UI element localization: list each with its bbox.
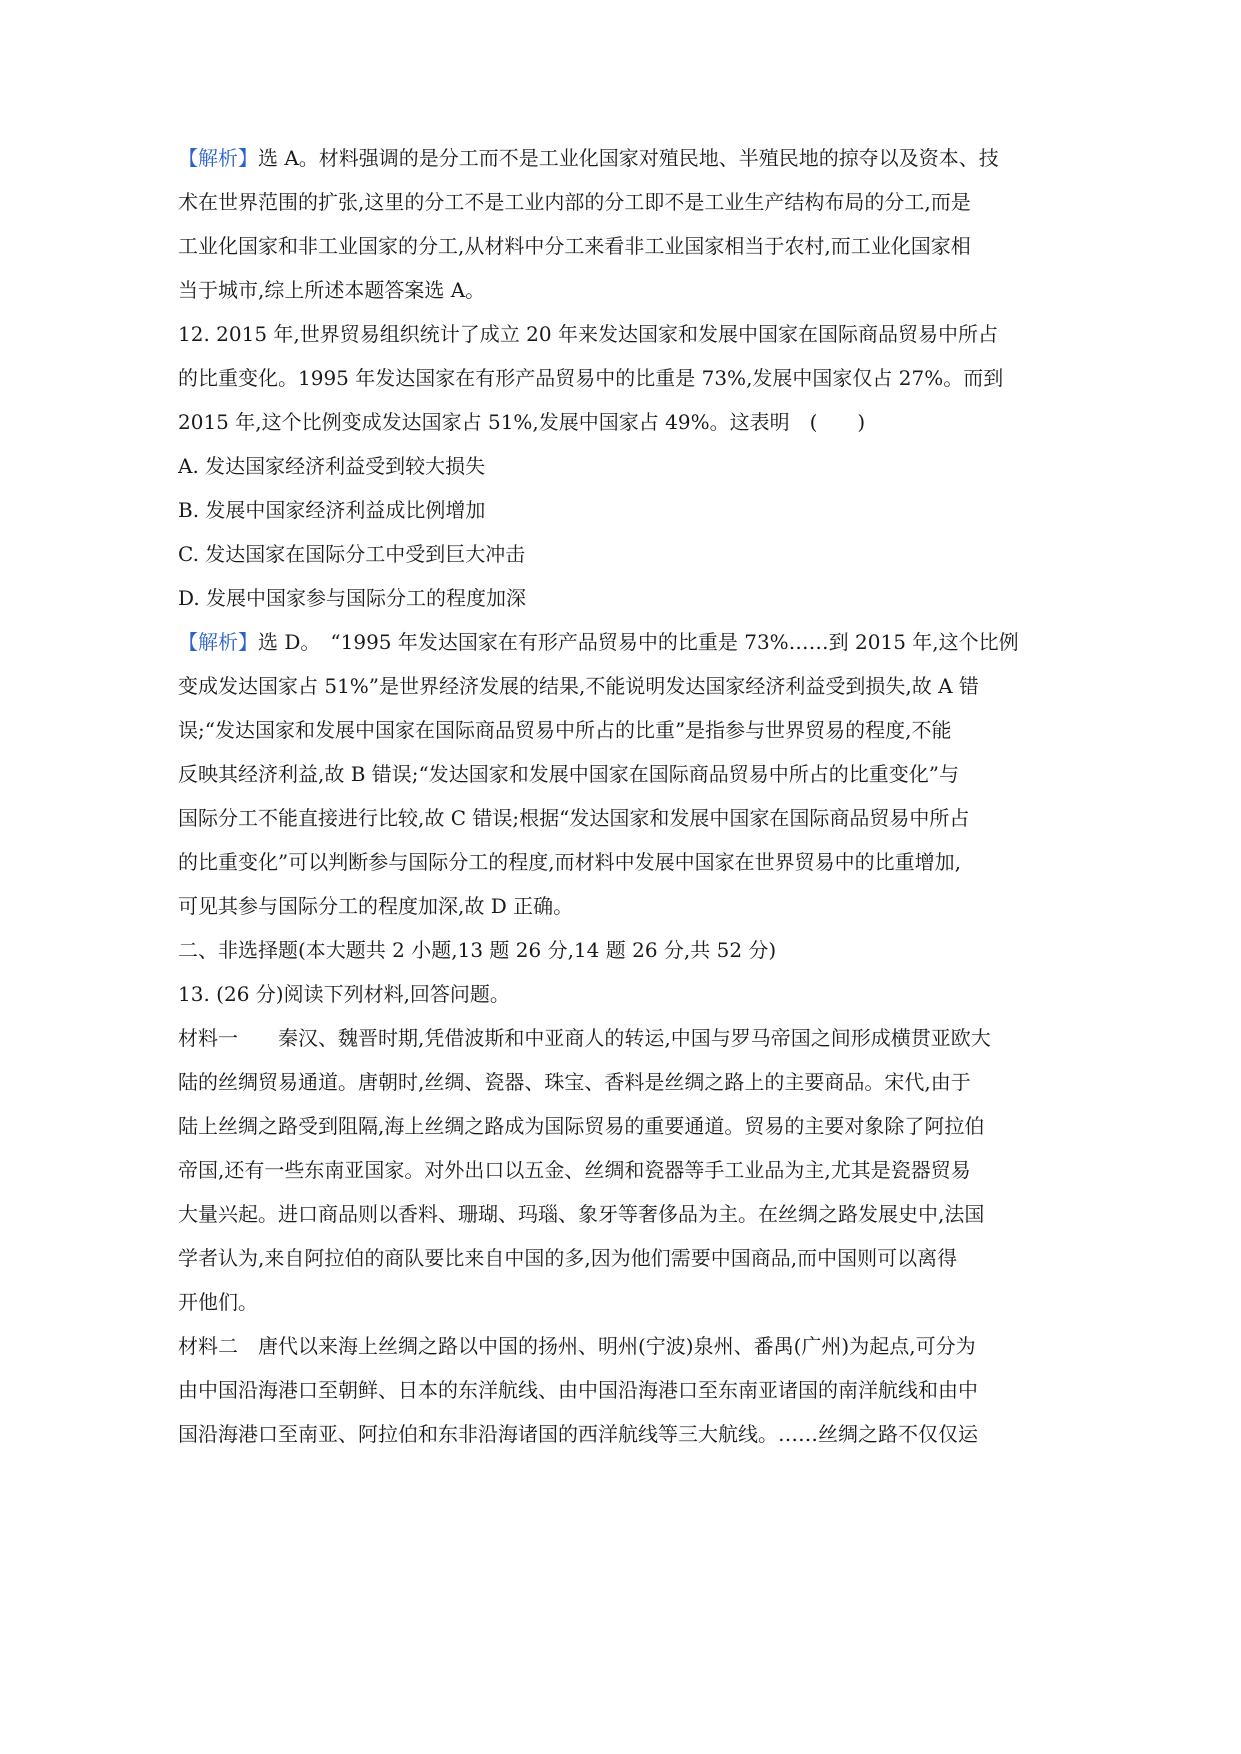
section-heading: 二、非选择题(本大题共 2 小题,13 题 26 分,14 题 26 分,共 52 分): [178, 938, 777, 962]
material-1-line-7: 开他们。: [178, 1290, 258, 1314]
analysis-12-line-6: 的比重变化”可以判断参与国际分工的程度,而材料中发展中国家在世界贸易中的比重增加,: [178, 850, 961, 874]
analysis-tag: 【解析】: [178, 146, 258, 170]
analysis-12-line-4: 反映其经济利益,故 B 错误;“发达国家和发展中国家在国际商品贸易中所占的比重变化”与: [178, 762, 959, 786]
question-13-stem: 13. (26 分)阅读下列材料,回答问题。: [178, 982, 510, 1006]
material-1-line-2: 陆的丝绸贸易通道。唐朝时,丝绸、瓷器、珠宝、香料是丝绸之路上的主要商品。宋代,由于: [178, 1070, 971, 1094]
analysis-12-line-7: 可见其参与国际分工的程度加深,故 D 正确。: [178, 894, 574, 918]
material-1-line-3: 陆上丝绸之路受到阻隔,海上丝绸之路成为国际贸易的重要通道。贸易的主要对象除了阿拉伯: [178, 1114, 985, 1138]
material-2-line-2: 由中国沿海港口至朝鲜、日本的东洋航线、由中国沿海港口至东南亚诸国的南洋航线和由中: [178, 1378, 978, 1402]
analysis-11-line-2: 术在世界范围的扩张,这里的分工不是工业内部的分工即不是工业生产结构布局的分工,而是: [178, 190, 971, 214]
analysis-12-line-2: 变成发达国家占 51%”是世界经济发展的结果,不能说明发达国家经济利益受到损失,故 A 错: [178, 674, 979, 698]
analysis-11-line-3: 工业化国家和非工业国家的分工,从材料中分工来看非工业国家相当于农村,而工业化国家相: [178, 234, 971, 258]
option-d: D. 发展中国家参与国际分工的程度加深: [178, 586, 527, 610]
analysis-tag: 【解析】: [178, 630, 258, 654]
analysis-11-line-4: 当于城市,综上所述本题答案选 A。: [178, 278, 486, 302]
option-c: C. 发达国家在国际分工中受到巨大冲击: [178, 542, 526, 566]
option-b: B. 发展中国家经济利益成比例增加: [178, 498, 486, 522]
analysis-12-line-5: 国际分工不能直接进行比较,故 C 错误;根据“发达国家和发展中国家在国际商品贸易中所占: [178, 806, 970, 830]
material-2-line-3: 国沿海港口至南亚、阿拉伯和东非沿海诸国的西洋航线等三大航线。……丝绸之路不仅仅运: [178, 1422, 978, 1446]
option-a: A. 发达国家经济利益受到较大损失: [178, 454, 486, 478]
analysis-12-line-1: 【解析】选 D。 “1995 年发达国家在有形产品贸易中的比重是 73%……到 2015 年,这个比例: [178, 630, 1019, 654]
material-1-line-4: 帝国,还有一些东南亚国家。对外出口以五金、丝绸和瓷器等手工业品为主,尤其是瓷器贸易: [178, 1158, 971, 1182]
material-1-line-5: 大量兴起。进口商品则以香料、珊瑚、玛瑙、象牙等奢侈品为主。在丝绸之路发展史中,法国: [178, 1202, 985, 1226]
question-12-line-1: 12. 2015 年,世界贸易组织统计了成立 20 年来发达国家和发展中国家在国际商品贸易中所占: [178, 322, 998, 346]
analysis-11-line-1: 【解析】选 A。材料强调的是分工而不是工业化国家对殖民地、半殖民地的掠夺以及资本、技: [178, 146, 999, 170]
material-1-line-1: 材料一 秦汉、魏晋时期,凭借波斯和中亚商人的转运,中国与罗马帝国之间形成横贯亚欧大: [178, 1026, 991, 1050]
material-2-line-1: 材料二 唐代以来海上丝绸之路以中国的扬州、明州(宁波)泉州、番禺(广州)为起点,可分为: [178, 1334, 976, 1358]
material-1-line-6: 学者认为,来自阿拉伯的商队要比来自中国的多,因为他们需要中国商品,而中国则可以离得: [178, 1246, 958, 1270]
question-12-line-2: 的比重变化。1995 年发达国家在有形产品贸易中的比重是 73%,发展中国家仅占 27%。而到: [178, 366, 1004, 390]
question-12-line-3: 2015 年,这个比例变成发达国家占 51%,发展中国家占 49%。这表明 ( ): [178, 410, 866, 434]
analysis-12-line-3: 误;“发达国家和发展中国家在国际商品贸易中所占的比重”是指参与世界贸易的程度,不能: [178, 718, 952, 742]
